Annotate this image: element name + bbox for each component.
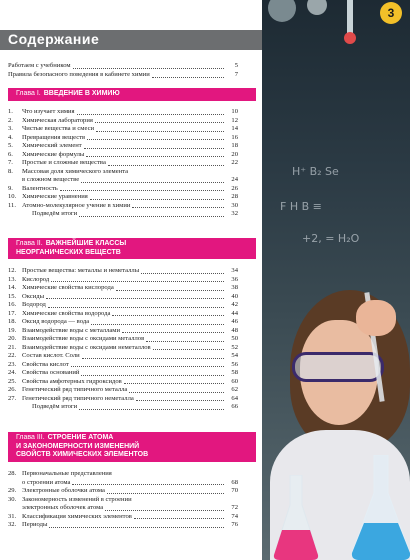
toc-leader-dots [48,307,224,308]
toc-row[interactable] [8,479,238,488]
toc-page: 26 [231,184,238,192]
toc-leader-dots [91,324,224,325]
toc-row[interactable] [8,470,238,479]
toc-row[interactable] [8,142,238,151]
toc-title: Свойства амфотерных гидроксидов [22,377,122,385]
toc-title: Водород [22,301,46,308]
toc-title: Простые и сложные вещества [22,159,106,166]
toc-number: 6. [8,150,13,158]
toc-leader-dots [134,518,224,519]
toc-number: 28. [8,470,17,477]
toc-row[interactable] [8,125,238,134]
toc-title: Химический элемент [22,142,82,149]
girl-hand [356,300,396,336]
chapter-heading-line [16,90,248,99]
toc-title: Закономерность изменений в строении [22,495,132,503]
toc-title: Превращения веществ [22,133,86,141]
toc-row[interactable] [8,276,238,285]
toc-row[interactable] [8,185,238,194]
toc-row[interactable] [8,361,238,370]
chapter-topic-list [8,108,238,219]
toc-number: 4. [8,133,13,141]
toc-number: 26. [8,386,17,393]
board-formula-3: +2, = H₂O [302,232,360,245]
chapter-heading-line [16,451,248,460]
toc-title: Классификация химических элементов [22,512,132,520]
toc-title: Чистые вещества и смеси [22,125,95,132]
toc-title: Кислород [22,275,50,283]
toc-page: 40 [231,292,238,300]
toc-title: Подведём итоги [32,210,78,217]
toc-leader-dots [87,139,224,140]
toc-number: 8. [8,167,13,175]
toc-row[interactable] [8,193,238,202]
toc-number: 1. [8,108,13,115]
toc-title: Атомно-молекулярное учение в химии [22,201,131,209]
toc-title: Химические формулы [22,150,85,158]
toc-page: 44 [231,309,238,317]
chapter-heading-line [16,434,248,443]
toc-page: 66 [231,403,238,410]
toc-title: Электронные оболочки атома [22,487,105,494]
toc-number: 25. [8,377,17,385]
toc-leader-dots [132,207,224,208]
toc-page: 30 [231,201,238,209]
toc-number: 2. [8,116,13,124]
toc-leader-dots [84,148,224,149]
toc-page: 28 [231,193,238,200]
chapter-heading[interactable] [8,238,256,259]
chapter-title: СТРОЕНИЕ АТОМА [47,434,114,441]
toc-leader-dots [95,122,224,123]
toc-row[interactable] [8,344,238,353]
toc-page: 52 [231,343,238,351]
toc-row[interactable] [8,318,238,327]
chapter-title: ВВЕДЕНИЕ В ХИМИЮ [43,90,120,97]
toc-leader-dots [96,131,224,132]
toc-row[interactable] [8,386,238,395]
toc-number: 15. [8,292,17,300]
toc-number: 27. [8,394,17,402]
toc-page: 60 [231,377,238,385]
toc-leader-dots [136,400,224,401]
toc-leader-dots [82,358,224,359]
toc-row[interactable] [8,513,238,522]
toc-page: 18 [231,142,238,149]
toc-title: Подведём итоги [32,403,78,410]
toc-title: Периоды [22,521,48,528]
toc-leader-dots [51,281,224,282]
contents-heading: Содержание [0,30,262,50]
toc-number: 30. [8,495,17,503]
chapter-heading[interactable] [8,432,256,462]
toc-page: 20 [231,150,238,158]
toc-leader-dots [81,375,224,376]
toc-leader-dots [146,341,224,342]
toc-leader-dots [107,493,224,494]
toc-page: 58 [231,369,238,376]
page-number-badge: 3 [380,2,402,24]
chapter-heading-line [16,443,248,452]
intro-entry[interactable]: Правила безопасного поведения в кабинете химии 7 [8,71,238,78]
toc-title: Валентность [22,184,58,192]
toc-page: 10 [231,108,238,115]
toc-page: 62 [231,386,238,393]
toc-number: 13. [8,275,17,283]
toc-row[interactable] [8,159,238,168]
toc-leader-dots [122,332,224,333]
intro-entry[interactable]: Работаем с учебником 5 [8,62,238,69]
toc-row[interactable] [8,521,238,530]
toc-page: 38 [231,284,238,291]
toc-page: 42 [231,301,238,308]
chapter-title: СВОЙСТВ ХИМИЧЕСКИХ ЭЛЕМЕНТОВ [16,451,149,458]
toc-title: Генетический ряд типичного неметалла [22,394,134,402]
toc-page: 14 [231,125,238,132]
toc-title: Массовая доля химического элемента [22,167,129,175]
toc-row[interactable] [8,151,238,160]
toc-title: Оксид водорода — вода [22,318,90,325]
toc-title: Взаимодействие воды с металлами [22,326,121,334]
toc-title: Химические свойства водорода [22,309,111,317]
toc-leader-dots [46,298,224,299]
toc-number: 9. [8,184,13,192]
toc-row[interactable] [8,168,238,177]
toc-leader-dots [79,216,224,217]
toc-title: Свойства кислот [22,360,69,368]
toc-leader-dots [79,409,224,410]
toc-leader-dots [108,165,224,166]
toc-number: 12. [8,267,17,274]
safety-goggles-icon [292,352,384,382]
chapter-heading-line [16,240,248,249]
toc-page: 72 [231,504,238,511]
toc-number: 24. [8,369,17,376]
toc-title: Химическая лаборатория [22,116,93,124]
toc-row[interactable] [8,378,238,387]
toc-row[interactable] [8,301,238,310]
toc-number: 10. [8,193,17,200]
blue-flask-icon [350,455,410,560]
toc-number: 22. [8,352,17,359]
toc-page: 24 [231,176,238,183]
toc-page: 36 [231,275,238,283]
toc-page: 12 [231,116,238,124]
toc-row[interactable] [8,267,238,276]
toc-page: 64 [231,394,238,402]
toc-number: 21. [8,343,17,351]
toc-leader-dots [105,510,224,511]
toc-row[interactable] [8,327,238,336]
toc-title: электронных оболочек атома [22,504,104,511]
toc-row[interactable] [8,176,238,185]
toc-row[interactable] [8,293,238,302]
toc-number: 32. [8,521,17,528]
toc-leader-dots [129,392,224,393]
toc-row[interactable] [8,117,238,126]
chapter-prefix: Глава III. [16,434,45,441]
toc-row[interactable] [8,108,238,117]
toc-number: 5. [8,142,13,149]
chapter-heading[interactable] [8,88,256,101]
toc-leader-dots [71,366,224,367]
toc-number: 23. [8,360,17,368]
toc-title: Первоначальные представления [22,470,112,477]
toc-row[interactable] [8,210,238,219]
toc-leader-dots [124,383,224,384]
toc-title: Взаимодействие воды с оксидами неметаллов [22,343,151,351]
toc-title: Оксиды [22,292,45,300]
chapter-prefix: Глава II. [16,240,43,247]
chapter-title: ВАЖНЕЙШИЕ КЛАССЫ [45,240,127,247]
chapter-topic-list [8,470,238,530]
toc-row[interactable] [8,403,238,412]
toc-title: Свойства оснований [22,369,80,376]
toc-page: 46 [231,318,238,325]
toc-row[interactable] [8,504,238,513]
toc-leader-dots [86,156,224,157]
toc-number: 31. [8,512,17,520]
toc-title: в сложном веществе [22,176,80,183]
toc-row[interactable] [8,284,238,293]
toc-row[interactable] [8,352,238,361]
toc-number: 20. [8,335,17,342]
toc-number: 29. [8,487,17,494]
toc-page: 32 [231,210,238,217]
toc-leader-dots [72,484,224,485]
chapter-topic-list [8,267,238,412]
chapter-prefix: Глава I. [16,90,41,97]
toc-title: о строении атома [22,478,71,486]
toc-title: Химические свойства кислорода [22,284,114,291]
toc-number: 18. [8,318,17,325]
board-formula-1: H⁺ B₂ Se [292,165,339,178]
toc-leader-dots [116,290,224,291]
toc-leader-dots [153,349,224,350]
toc-number: 16. [8,301,17,308]
toc-title: Простые вещества: металлы и неметаллы [22,267,140,274]
toc-title: Химические уравнения [22,193,88,200]
toc-page: 22 [231,159,238,166]
toc-row[interactable] [8,395,238,404]
toc-title: Генетический ряд типичного металла [22,386,128,393]
toc-number: 11. [8,201,16,209]
toc-row[interactable] [8,134,238,143]
board-formula-2: F H B ≡ [280,200,322,213]
toc-row[interactable] [8,496,238,505]
toc-page: 48 [231,326,238,334]
toc-number: 19. [8,326,17,334]
chapter-title: НЕОРГАНИЧЕСКИХ ВЕЩЕСТВ [16,248,121,256]
toc-page: 16 [231,133,238,141]
toc-page: 74 [231,512,238,520]
toc-row[interactable] [8,202,238,211]
toc-leader-dots [77,114,224,115]
toc-leader-dots [90,199,224,200]
toc-number: 3. [8,125,13,132]
pink-flask-icon [272,475,320,560]
chapter-heading-line [16,249,248,258]
toc-page: 76 [231,521,238,528]
toc-page: 68 [231,478,238,486]
toc-page: 34 [231,267,238,274]
toc-number: 7. [8,159,13,166]
toc-title: Взаимодействие воды с оксидами металлов [22,335,145,342]
toc-page: 54 [231,352,238,359]
toc-row[interactable] [8,310,238,319]
chapter-title: И ЗАКОНОМЕРНОСТИ ИЗМЕНЕНИЙ [16,442,140,450]
toc-leader-dots [49,527,224,528]
toc-number: 14. [8,284,17,291]
toc-title: Что изучает химия [22,108,75,115]
toc-leader-dots [60,190,224,191]
toc-page: 50 [231,335,238,342]
toc-row[interactable] [8,369,238,378]
toc-leader-dots [141,273,224,274]
toc-leader-dots [81,182,224,183]
toc-row[interactable] [8,487,238,496]
toc-leader-dots [112,315,224,316]
toc-row[interactable] [8,335,238,344]
toc-number: 17. [8,309,17,317]
toc-title: Состав кислот. Соли [22,352,80,359]
toc-page: 56 [231,360,238,368]
toc-page: 70 [231,487,238,494]
